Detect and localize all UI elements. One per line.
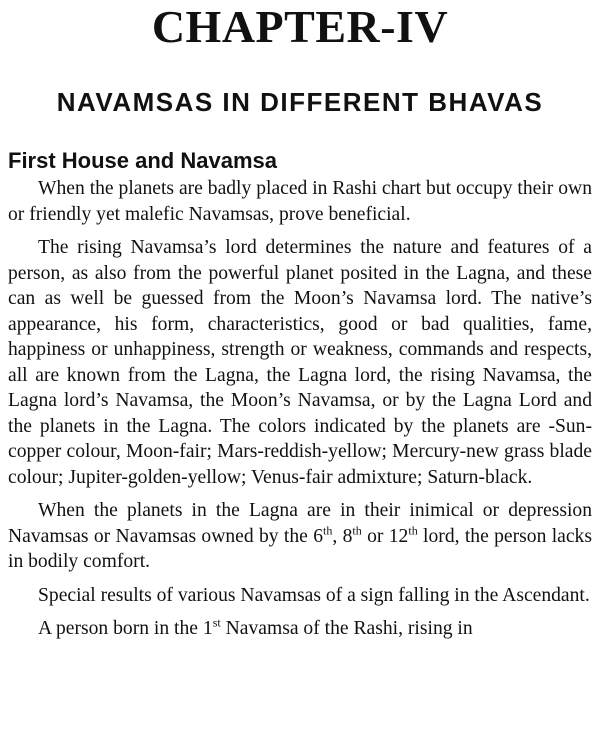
paragraph-5-text-b: Navamsa of the Rashi, rising in (220, 618, 473, 639)
section-heading: First House and Navamsa (8, 148, 277, 173)
chapter-title: CHAPTER-IV (151, 1, 449, 52)
body-text (8, 176, 592, 650)
paragraph-3-text-a: When the planets in the Lagna are in their inimical or depression Navamsas or Navamsas owned by the 6 (8, 500, 592, 547)
superscript-th-8: th (352, 522, 362, 537)
paragraph-3-text-c: or 12 (361, 525, 409, 547)
paragraph-3-text-d: lord, the person lacks in bodily comfort. (8, 525, 592, 572)
superscript-st-1: st (212, 615, 221, 630)
paragraph-5-text-a: A person born in the 1 (38, 618, 213, 639)
paragraph-5 (8, 616, 592, 642)
paragraph-3-text-b: , 8 (332, 525, 353, 547)
paragraph-1: When the planets are badly placed in Rashi chart but occupy their own or friendly yet malefic Navamsas, prove beneficial. (8, 178, 592, 225)
superscript-th-6: th (323, 522, 333, 537)
paragraph-3 (8, 498, 592, 575)
chapter-subtitle: NAVAMSAS IN DIFFERENT BHAVAS (56, 87, 544, 117)
superscript-th-12: th (408, 522, 418, 537)
paragraph-2: The rising Navamsa’s lord determines the nature and features of a person, as also from the powerful planet posited in the Lagna, and these can as well be guessed from the Moon’s Navamsa lord. The native’s appearance, his form, characteristics, good or bad qualities, fame, happiness or unhappiness, strength or weakness, commands and respects, all are known from the Lagna, the Lagna lord, the rising Navamsa, the Lagna lord’s Navamsa, the Moon’s Navamsa, or by the Lagna Lord and the planets in the Lagna. The colors indicated by the planets are -Sun-copper colour, Moon-fair; Mars-reddish-yellow; Mercury-new grass blade colour; Jupiter-golden-yellow; Venus-fair admixture; Saturn-black. (8, 237, 592, 488)
paragraph-4: Special results of various Navamsas of a sign falling in the Ascendant. (38, 584, 590, 606)
